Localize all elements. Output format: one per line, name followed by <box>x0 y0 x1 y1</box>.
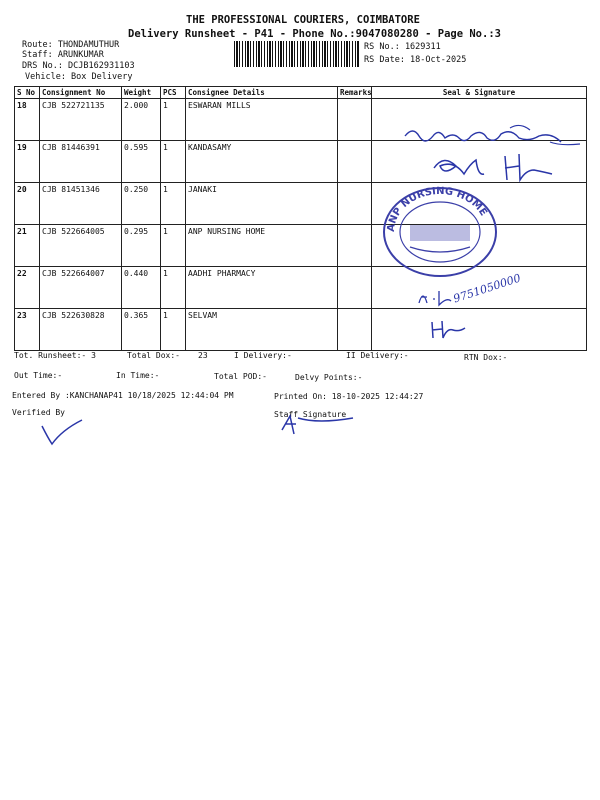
barcode <box>234 41 359 67</box>
signature-row-23 <box>428 318 468 340</box>
row-weight: 0.250 <box>122 183 161 225</box>
verified-by-signature <box>36 414 86 444</box>
col-header-pcs: PCS <box>161 87 186 99</box>
document-title: THE PROFESSIONAL COURIERS, COIMBATORE <box>186 14 420 26</box>
row-seal <box>372 309 587 351</box>
col-header-consignment: Consignment No <box>40 87 122 99</box>
rtn-dox: RTN Dox:- <box>464 353 508 362</box>
stamp-text: ANP NURSING HOME <box>385 185 489 233</box>
row-consignment: CJB 81446391 <box>40 141 122 183</box>
row-consignment: CJB 522664007 <box>40 267 122 309</box>
row-consignment: CJB 522630828 <box>40 309 122 351</box>
row-consignment: CJB 522664005 <box>40 225 122 267</box>
row-weight: 0.595 <box>122 141 161 183</box>
entered-by: Entered By :KANCHANAP41 10/18/2025 12:44:04 PM <box>12 391 234 400</box>
row-remarks <box>338 267 372 309</box>
row-pcs: 1 <box>161 183 186 225</box>
in-time: In Time:- <box>116 371 160 380</box>
col-header-sno: S No <box>15 87 40 99</box>
handwritten-phone: 9751050000 <box>451 271 523 306</box>
row-consignee: ANP NURSING HOME <box>186 225 338 267</box>
row-consignee: KANDASAMY <box>186 141 338 183</box>
row-pcs: 1 <box>161 267 186 309</box>
rs-date: RS Date: 18-Oct-2025 <box>364 55 467 65</box>
delvy-points: Delvy Points:- <box>295 373 363 382</box>
col-header-weight: Weight <box>122 87 161 99</box>
signature-row-19 <box>430 150 560 185</box>
document-subtitle: Delivery Runsheet - P41 - Phone No.:9047080280 - Page No.:3 <box>128 28 501 40</box>
col-header-seal: Seal & Signature <box>372 87 587 99</box>
nursing-home-stamp <box>380 185 500 280</box>
table-row <box>15 183 587 225</box>
row-consignee: ESWARAN MILLS <box>186 99 338 141</box>
tot-runsheet: Tot. Runsheet:- 3 <box>14 351 96 360</box>
row-consignment: CJB 81451346 <box>40 183 122 225</box>
row-weight: 0.295 <box>122 225 161 267</box>
drs-number: DRS No.: DCJB162931103 <box>22 61 135 71</box>
row-consignment: CJB 522721135 <box>40 99 122 141</box>
out-time: Out Time:- <box>14 371 63 380</box>
row-weight: 0.440 <box>122 267 161 309</box>
table-row <box>15 309 587 351</box>
row-sno: 20 <box>15 183 40 225</box>
total-pod: Total POD:- <box>214 372 267 381</box>
rs-number: RS No.: 1629311 <box>364 42 441 52</box>
row-remarks <box>338 141 372 183</box>
row-consignee: JANAKI <box>186 183 338 225</box>
row-consignee: AADHI PHARMACY <box>186 267 338 309</box>
col-header-consignee: Consignee Details <box>186 87 338 99</box>
row-pcs: 1 <box>161 225 186 267</box>
row-consignee: SELVAM <box>186 309 338 351</box>
row-pcs: 1 <box>161 99 186 141</box>
row-sno: 18 <box>15 99 40 141</box>
row-weight: 2.000 <box>122 99 161 141</box>
staff-signature: Staff Signature <box>274 410 347 419</box>
row-sno: 23 <box>15 309 40 351</box>
verified-by: Verified By <box>12 408 65 417</box>
row-weight: 0.365 <box>122 309 161 351</box>
row-sno: 19 <box>15 141 40 183</box>
staff-signature-mark <box>278 412 358 436</box>
total-dox-label: Total Dox:- <box>127 351 180 360</box>
i-delivery: I Delivery:- <box>234 351 292 360</box>
row-pcs: 1 <box>161 309 186 351</box>
table-row <box>15 225 587 267</box>
row-remarks <box>338 225 372 267</box>
table-header-row <box>15 87 587 99</box>
printed-on: Printed On: 18-10-2025 12:44:27 <box>274 392 424 401</box>
row-sno: 22 <box>15 267 40 309</box>
signature-row-22 <box>415 285 455 307</box>
row-remarks <box>338 309 372 351</box>
total-dox-value: 23 <box>198 351 208 360</box>
row-sno: 21 <box>15 225 40 267</box>
route-label: Route: THONDAMUTHUR <box>22 40 120 50</box>
ii-delivery: II Delivery:- <box>346 351 409 360</box>
vehicle-label: Vehicle: Box Delivery <box>25 72 133 82</box>
staff-label: Staff: ARUNKUMAR <box>22 50 104 60</box>
row-remarks <box>338 99 372 141</box>
col-header-remarks: Remarks <box>338 87 372 99</box>
row-pcs: 1 <box>161 141 186 183</box>
row-remarks <box>338 183 372 225</box>
